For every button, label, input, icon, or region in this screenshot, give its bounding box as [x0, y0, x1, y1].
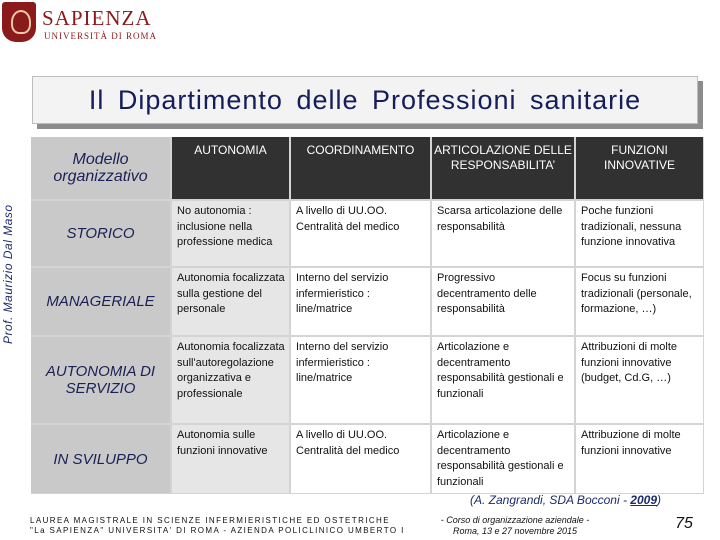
table-cell: Autonomia focalizzata sulla gestione del personale — [172, 268, 289, 335]
slide-title: Il Dipartimento delle Professioni sanitarie — [88, 84, 642, 115]
citation-close: ) — [657, 493, 661, 507]
footer-course — [30, 516, 405, 536]
table-cell: Autonomia sulle funzioni innovative — [172, 425, 289, 493]
table-cell: A livello di UU.OO. Centralità del medico — [291, 201, 430, 266]
row-label: STORICO — [31, 201, 170, 266]
table-cell: Interno del servizio infermieristico : line/matrice — [291, 337, 430, 423]
citation-authors: (A. Zangrandi, SDA Bocconi - — [470, 493, 631, 507]
table-cell: Scarsa articolazione delle responsabilità — [432, 201, 574, 266]
table-cell: Progressivo decentramento delle responsabilità — [432, 268, 574, 335]
footer-event-line1: - Corso di organizzazione aziendale - — [440, 515, 590, 525]
table-cell: Focus su funzioni tradizionali (personale, formazione, …) — [576, 268, 703, 335]
table-cell: No autonomia : inclusione nella professione medica — [172, 201, 289, 266]
footer-course-line2: "La SAPIENZA" UNIVERSITA' DI ROMA - AZIENDA POLICLINICO UMBERTO I — [30, 526, 405, 535]
table-cell: Poche funzioni tradizionali, nessuna funzione innovativa — [576, 201, 703, 266]
table-cell: Attribuzione di molte funzioni innovative — [576, 425, 703, 493]
page-number: 75 — [675, 515, 693, 532]
citation-year: 2009 — [630, 493, 657, 507]
sapienza-logo — [0, 0, 157, 46]
table-cell: Articolazione e decentramento responsabilità gestionali e funzionali — [432, 425, 574, 493]
row-label: AUTONOMIA DI SERVIZIO — [31, 337, 170, 423]
column-header: COORDINAMENTO — [291, 137, 430, 199]
organizational-model-table — [31, 137, 704, 494]
column-header: FUNZIONI INNOVATIVE — [576, 137, 703, 199]
citation — [470, 493, 661, 507]
title-box — [32, 76, 698, 124]
logo-subtitle: UNIVERSITÀ DI ROMA — [44, 31, 157, 41]
university-shield-icon — [2, 2, 36, 42]
table-cell: Articolazione e decentramento responsabilità gestionali e funzionali — [432, 337, 574, 423]
row-label: IN SVILUPPO — [31, 425, 170, 493]
logo-name: SAPIENZA — [42, 6, 152, 30]
table-cell: Interno del servizio infermieristico : line/matrice — [291, 268, 430, 335]
table-corner-label: Modello organizzativo — [31, 137, 170, 199]
footer-event — [420, 515, 610, 537]
table-cell: A livello di UU.OO. Centralità del medico — [291, 425, 430, 493]
column-header: AUTONOMIA — [172, 137, 289, 199]
table-cell: Attribuzioni di molte funzioni innovative (budget, Cd.G, …) — [576, 337, 703, 423]
author-side-label: Prof. Maurizio Dal Maso — [1, 204, 15, 344]
slide-footer — [0, 510, 720, 540]
table-cell: Autonomia focalizzata sull'autoregolazione organizzativa e professionale — [172, 337, 289, 423]
column-header: ARTICOLAZIONE DELLE RESPONSABILITA’ — [432, 137, 574, 199]
row-label: MANAGERIALE — [31, 268, 170, 335]
footer-course-line1: LAUREA MAGISTRALE IN SCIENZE INFERMIERISTICHE ED OSTETRICHE — [30, 516, 390, 525]
footer-event-line2: Roma, 13 e 27 novembre 2015 — [452, 526, 578, 536]
